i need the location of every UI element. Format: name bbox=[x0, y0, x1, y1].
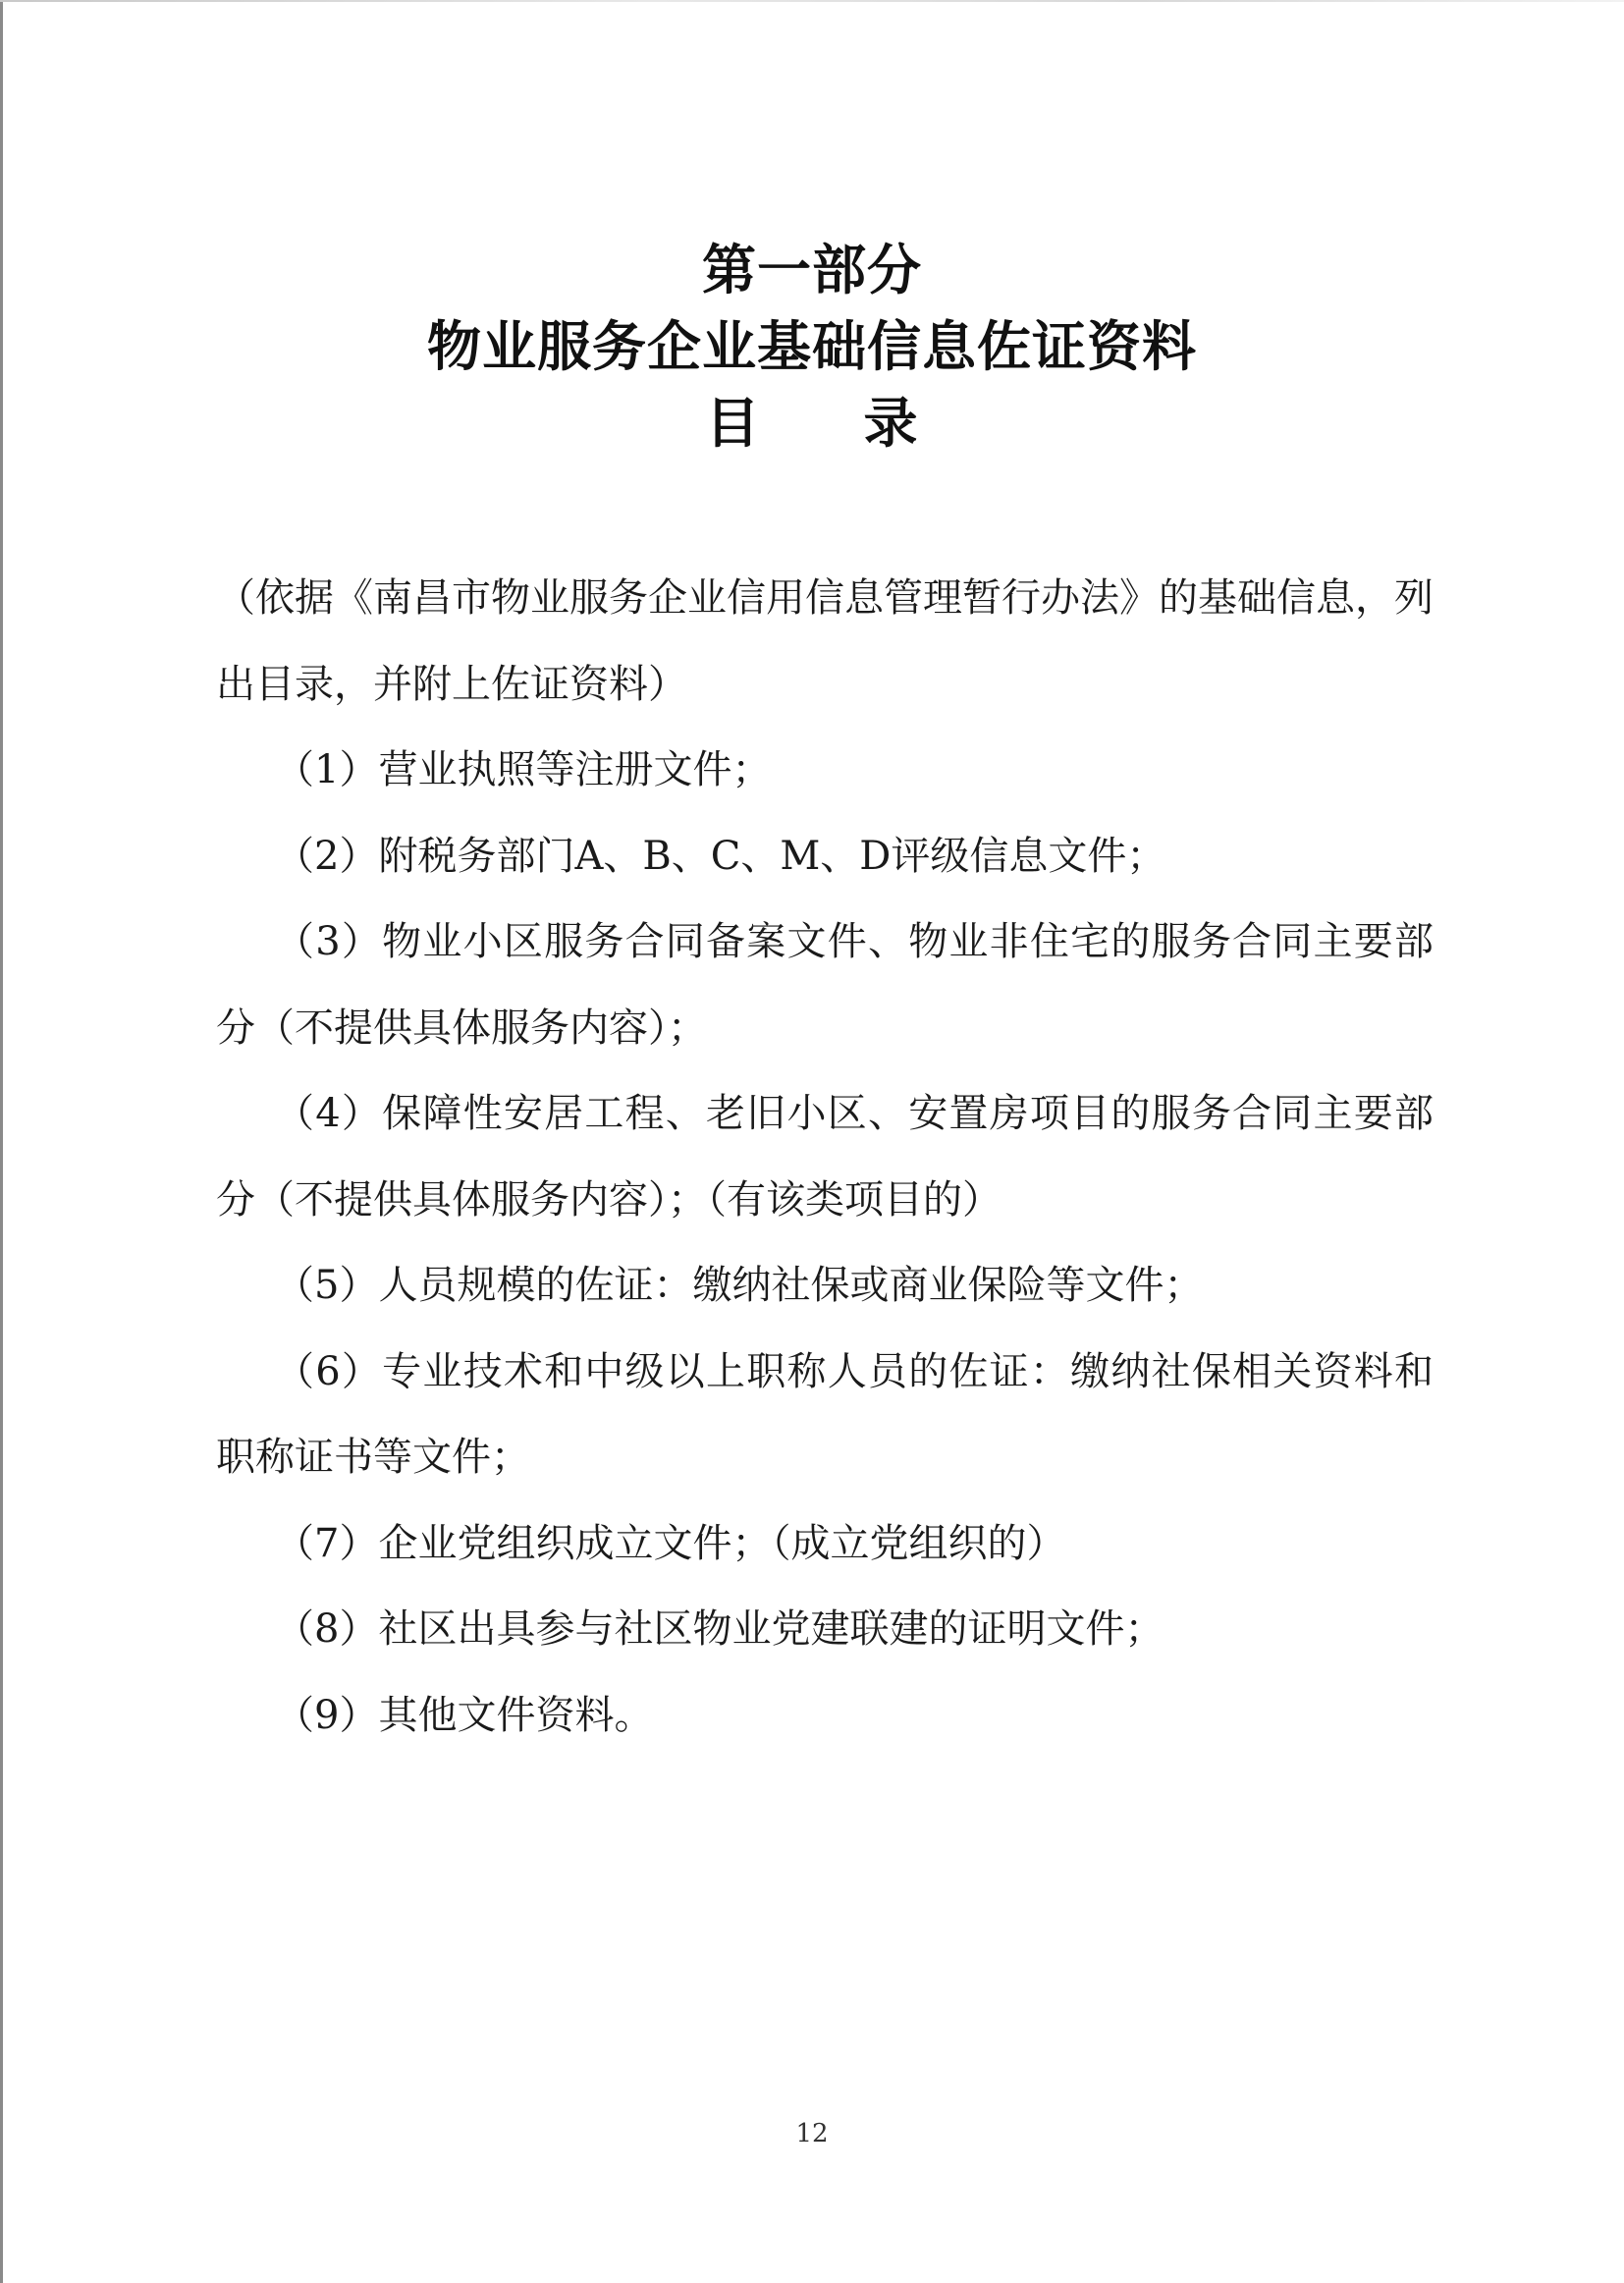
title-block bbox=[0, 232, 1624, 462]
page-number: 12 bbox=[795, 2119, 829, 2148]
toc-item-9: （9）其他文件资料。 bbox=[275, 1692, 654, 1738]
scan-edge-top bbox=[0, 0, 1624, 2]
toc-item-4: （4）保障性安居工程、老旧小区、安置房项目的服务合同主要部分（不提供具体服务内容）；（有该类项目的） bbox=[216, 1091, 1434, 1223]
toc-body bbox=[216, 556, 1434, 1759]
toc-item-3: （3）物业小区服务合同备案文件、物业非住宅的服务合同主要部分（不提供具体服务内容）； bbox=[216, 919, 1434, 1051]
intro-paragraph: （依据《南昌市物业服务企业信用信息管理暂行办法》的基础信息，列出目录，并附上佐证资料） bbox=[216, 575, 1434, 707]
part-title: 第一部分 bbox=[701, 238, 922, 301]
toc-item-8: （8）社区出具参与社区物业党建联建的证明文件； bbox=[275, 1606, 1164, 1652]
toc-item-5: （5）人员规模的佐证：缴纳社保或商业保险等文件； bbox=[275, 1263, 1204, 1308]
toc-item-7: （7）企业党组织成立文件；（成立党组织的） bbox=[275, 1520, 1066, 1566]
toc-item-1: （1）营业执照等注册文件； bbox=[275, 747, 772, 792]
toc-heading bbox=[705, 385, 918, 462]
toc-heading-char-1: 目 bbox=[705, 391, 761, 455]
toc-item-2: （2）附税务部门A、B、C、M、D评级信息文件； bbox=[275, 833, 1166, 879]
toc-heading-char-2: 录 bbox=[863, 391, 919, 455]
main-title: 物业服务企业基础信息佐证资料 bbox=[426, 314, 1197, 378]
toc-item-6: （6）专业技术和中级以上职称人员的佐证：缴纳社保相关资料和职称证书等文件； bbox=[216, 1348, 1434, 1480]
